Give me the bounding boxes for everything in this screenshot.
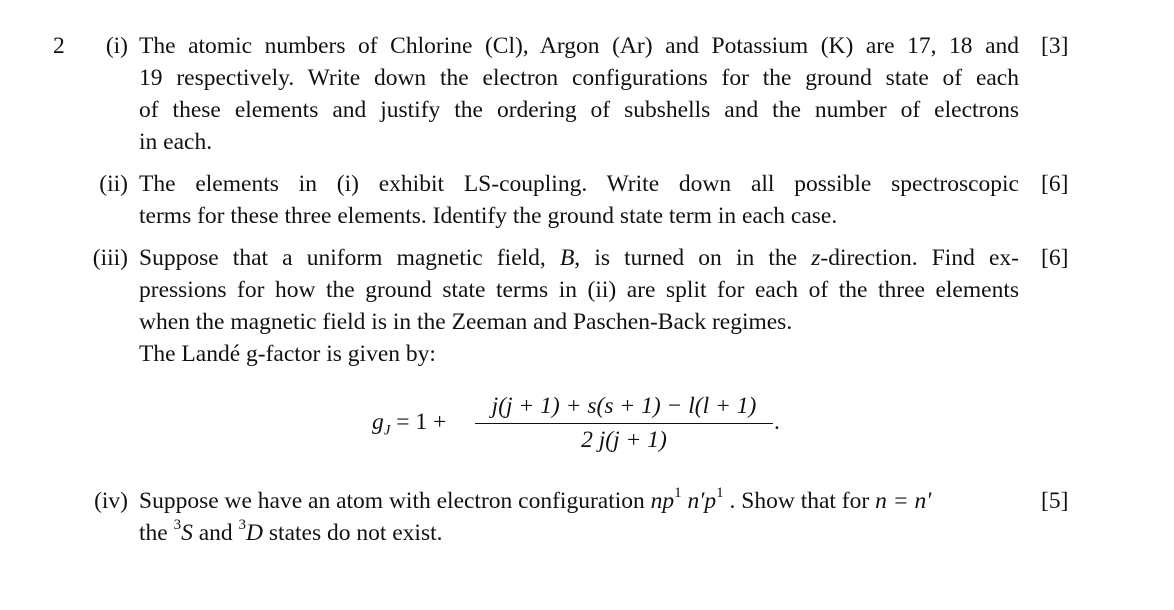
part-ii-text xyxy=(139,168,1019,232)
state-S: S xyxy=(181,520,193,546)
part-iii-line: Suppose that a uniform magnetic field, B, is turned on in the z-direction. Find ex- xyxy=(139,245,1019,271)
part-iv-marks: [5] xyxy=(1041,488,1069,514)
part-iv-label: (iv) xyxy=(94,488,128,514)
config-term: n′p xyxy=(681,488,717,514)
part-i-marks: [3] xyxy=(1041,33,1069,59)
config-term: np xyxy=(650,488,675,514)
formula-period: . xyxy=(774,409,780,435)
symbol-B: B xyxy=(559,245,575,271)
state-D: D xyxy=(246,520,264,546)
part-iv-text xyxy=(139,485,1019,549)
part-ii-marks: [6] xyxy=(1041,171,1069,197)
part-iii-marks: [6] xyxy=(1041,245,1069,271)
part-iii-text xyxy=(139,242,1019,370)
part-i-line: 19 respectively. Write down the electron configurations for the ground state of each xyxy=(139,65,1019,91)
question-number: 2 xyxy=(53,33,65,59)
part-i-line: in each. xyxy=(139,129,213,155)
part-iv-line: the $^3$S and $^3$D states do not exist. xyxy=(139,517,443,546)
part-i-text xyxy=(139,30,1019,158)
part-ii-line: terms for these three elements. Identify the ground state term in each case. xyxy=(139,203,838,229)
part-ii-label: (ii) xyxy=(99,171,128,197)
part-i-label: (i) xyxy=(105,33,128,59)
formula-denominator: 2 j(j + 1) xyxy=(581,427,667,453)
lande-formula xyxy=(372,390,792,460)
part-iii-label: (iii) xyxy=(92,245,128,271)
part-i-line: The atomic numbers of Chlorine (Cl), Argon (Ar) and Potassium (K) are 17, 18 and xyxy=(139,33,1019,59)
symbol-z: z xyxy=(811,245,821,271)
part-ii-line: The elements in (i) exhibit LS-coupling. Write down all possible spectroscopic xyxy=(139,171,1019,197)
part-iii-line: The Landé g-factor is given by: xyxy=(139,341,436,367)
part-iii-line: pressions for how the ground state terms in (ii) are split for each of the three elements xyxy=(139,277,1019,303)
formula-numerator: j(j + 1) + s(s + 1) − l(l + 1) xyxy=(491,393,757,419)
part-iv-line: Suppose we have an atom with electron configuration $np^1$ $n'p^1$ . Show that for n = n′ xyxy=(139,485,932,514)
part-iii-line: when the magnetic field is in the Zeeman and Paschen-Back regimes. xyxy=(139,309,793,335)
condition: n = n′ xyxy=(875,488,932,514)
formula-lhs: $g_J = 1$ + xyxy=(372,409,447,439)
part-i-line: of these elements and justify the ordering of subshells and the number of electrons xyxy=(139,97,1019,123)
